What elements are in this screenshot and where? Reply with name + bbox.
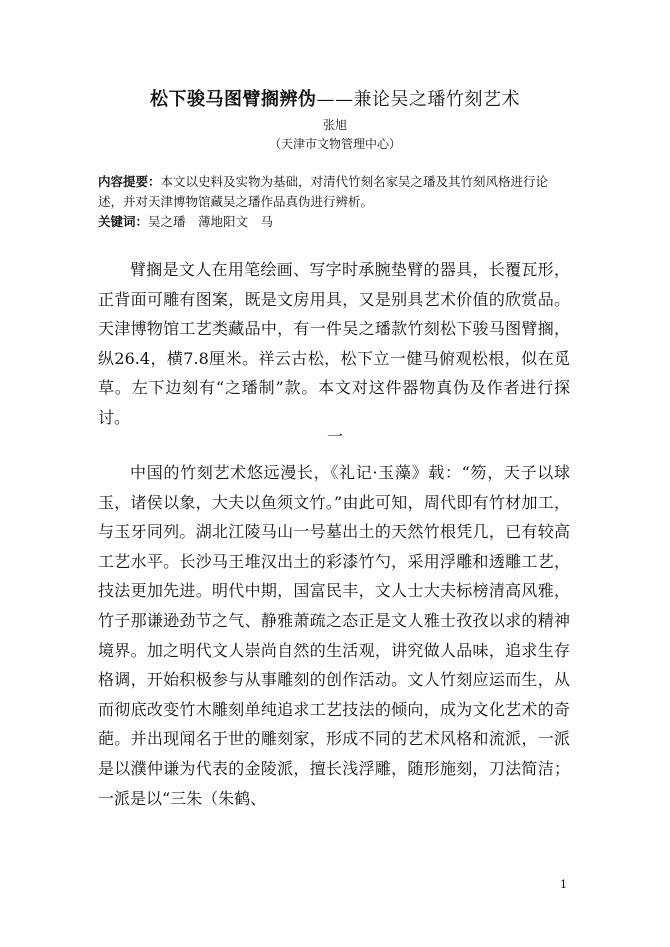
section-number: 一 [326, 427, 343, 446]
abstract-label: 内容提要： [98, 174, 161, 189]
title-main: 松下骏马图臂搁辨伪 [150, 89, 317, 110]
title-subtitle: 兼论吴之璠竹刻艺术 [353, 89, 520, 110]
keywords-label: 关键词： [98, 214, 149, 229]
author-affiliation: （天津市文物管理中心） [268, 137, 401, 151]
page-number: 1 [560, 878, 567, 891]
paper-title [0, 88, 670, 112]
title-dash: —— [316, 89, 354, 110]
abstract-text: 本文以史料及实物为基础，对清代竹刻名家吴之璠及其竹刻风格进行论述，并对天津博物馆藏吴之璠作品真伪进行辨析。 [98, 174, 549, 209]
body-paragraph-1: 臂搁是文人在用笔绘画、写字时承腕垫臂的器具，长覆瓦形，正背面可雕有图案，既是文房用具，又是别具艺术价值的欣赏品。天津博物馆工艺类藏品中，有一件吴之璠款竹刻松下骏马图臂搁，纵26.4，横7.8厘米。祥云古松，松下立一健马俯观松根，似在觅草。左下边刻有“之璠制”款。本文对这件器物真伪及作者进行探讨。 [98, 260, 570, 427]
keywords [98, 212, 568, 232]
body-paragraph-2: 中国的竹刻艺术悠远漫长，《礼记·玉藻》载：“笏，天子以球玉，诸侯以象，大夫以鱼须文竹。”由此可知，周代即有竹材加工，与玉牙同列。湖北江陵马山一号墓出土的天然竹根凭几，已有较高工艺水平。长沙马王堆汉出土的彩漆竹勺，采用浮雕和透雕工艺，技法更加先进。明代中期，国富民丰，文人士大夫标榜清高风雅，竹子那谦逊劲节之气、静雅萧疏之态正是文人雅士孜孜以求的精神境界。加之明代文人崇尚自然的生活观，讲究做人品味，追求生存格调，开始积极参与从事雕刻的创作活动。文人竹刻应运而生，从而彻底改变竹木雕刻单纯追求工艺技法的倾向，成为文化艺术的奇葩。并出现闻名于世的雕刻家，形成不同的艺术风格和流派，一派是以濮仲谦为代表的金陵派，擅长浅浮雕，随形施刻，刀法简洁；一派是以“三朱（朱鹤、 [98, 463, 570, 808]
keywords-text: 吴之璠 薄地阳文 马 [148, 214, 274, 229]
abstract [98, 172, 568, 212]
author-name: 张旭 [322, 118, 347, 132]
